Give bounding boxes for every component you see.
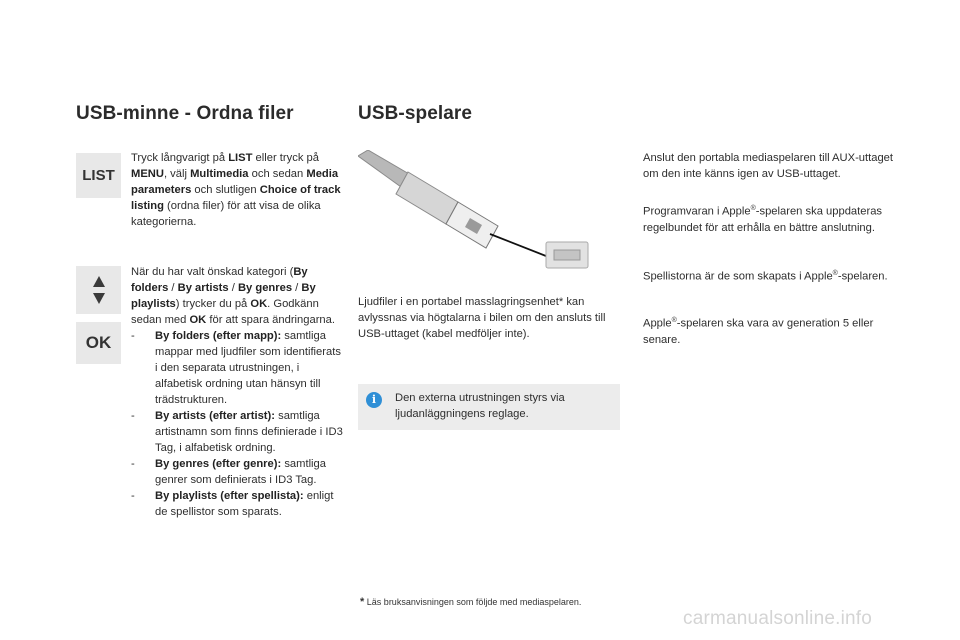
arrow-up-icon: [93, 276, 105, 287]
list-item: - By folders (efter mapp): samtliga mappar med ljudfiler som identifierats i den separata utrustningen, i alfabetisk ordning utan hänsyn till trädstrukturen.: [131, 330, 341, 406]
paragraph-software-update: Programvaran i Apple®-spelaren ska uppdateras regelbundet för att erhålla en bättre anslutning.: [643, 205, 883, 234]
arrow-keys-icon: [76, 266, 121, 314]
ok-key-label: OK: [85, 333, 112, 352]
paragraph-generation: Apple®-spelaren ska vara av generation 5 eller senare.: [643, 317, 874, 346]
usb-cable-icon: [358, 150, 598, 270]
list-key-icon: [76, 153, 121, 198]
category-instructions: När du har valt önskad kategori (By folders / By artists / By genres / By playlists) trycker du på OK. Godkänn sedan med OK för att spara ändringarna.: [131, 266, 335, 326]
info-note-box: [358, 384, 620, 430]
ok-key-icon: [76, 322, 121, 364]
sorting-options-list: [131, 328, 346, 520]
arrow-down-icon: [93, 293, 105, 304]
section-title-usb-sorting: USB-minne - Ordna filer: [76, 103, 294, 124]
paragraph-category-selection: [131, 264, 346, 520]
list-item: - By genres (efter genre): samtliga genrer som definierats i ID3 Tag.: [131, 458, 326, 486]
paragraph-aux: Anslut den portabla mediaspelaren till AUX-uttaget om den inte känns igen av USB-uttaget.: [643, 152, 894, 180]
paragraph-list-instructions: Tryck långvarigt på LIST eller tryck på MENU, välj Multimedia och sedan Media parameters och slutligen Choice of track listing (ordna filer) för att visa de olika kategorierna.: [131, 152, 341, 228]
footnote-text: Läs bruksanvisningen som följde med mediaspelaren.: [366, 597, 582, 607]
list-key-label: LIST: [82, 167, 115, 184]
paragraph-usb-player: Ljudfiler i en portabel masslagringsenhet* kan avlyssnas via högtalarna i bilen om den ansluts till USB-uttaget (kabel medföljer inte).: [358, 296, 606, 340]
info-icon: i: [366, 392, 382, 408]
footnote: [360, 596, 581, 608]
section-title-usb-player: USB-spelare: [358, 103, 473, 124]
list-item: - By playlists (efter spellista): enligt de spellistor som sparats.: [131, 490, 334, 518]
watermark: carmanualsonline.info: [683, 608, 873, 629]
list-item: - By artists (efter artist): samtliga artistnamn som finns definierade i ID3 Tag, i alfabetisk ordning.: [131, 410, 343, 454]
info-note-text: Den externa utrustningen styrs via ljudanläggningens reglage.: [395, 392, 565, 420]
footnote-star: *: [360, 596, 365, 608]
paragraph-playlists: Spellistorna är de som skapats i Apple®-spelaren.: [643, 270, 888, 283]
